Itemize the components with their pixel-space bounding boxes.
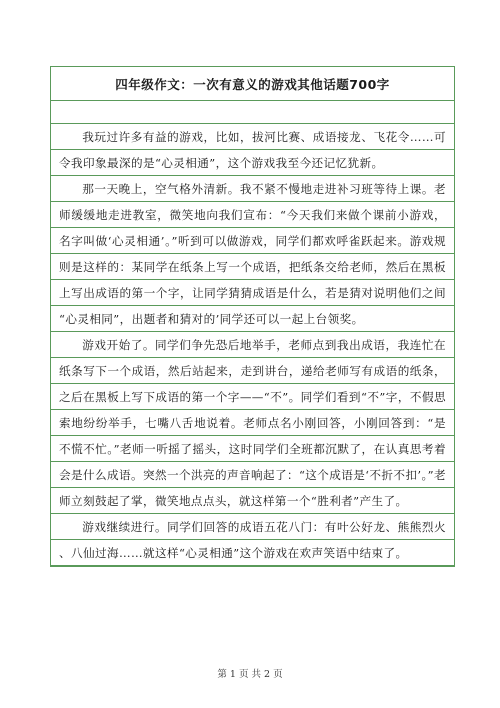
composition-body	[51, 124, 454, 566]
page-number-footer: 第 1 页 共 2 页	[217, 669, 283, 680]
composition-sheet	[50, 66, 455, 567]
composition-title: 四年级作文：一次有意义的游戏其他话题700字	[51, 67, 454, 101]
paragraph-1: 我玩过许多有益的游戏，比如，拔河比赛、成语接龙、飞花令……可令我印象最深的是“心灵相通”，这个游戏我至今还记忆犹新。	[59, 130, 446, 170]
blank-line	[51, 101, 454, 124]
paragraph-4: 游戏继续进行。同学们回答的成语五花八门：有叶公好龙、熊熊烈火、八仙过海……就这样“心灵相通”这个游戏在欢声笑语中结束了。	[59, 520, 446, 560]
paragraph-2: 那一天晚上，空气格外清新。我不紧不慢地走进补习班等待上课。老师缓缓地走进教室，微笑地向我们宣布：“今天我们来做个课前小游戏，名字叫做‘心灵相通’。”听到可以做游戏，同学们都欢呼雀跃起来。游戏规则是这样的：某同学在纸条上写一个成语，把纸条交给老师，然后在黑板上写出成语的第一个字，让同学猜猜成语是什么，若是猜对说明他们之间“心灵相同”，出题者和猜对的’同学还可以一起上台领奖。	[59, 182, 446, 326]
paragraph-3: 游戏开始了。同学们争先恐后地举手，老师点到我出成语，我连忙在纸条写下一个成语，然后站起来，走到讲台，递给老师写有成语的纸条，之后在黑板上写下成语的第一个字——“不”。同学们看到“不”字，不假思索地纷纷举手，七嘴八舌地说着。老师点名小刚回答，小刚回答到：“是不慌不忙。”老师一听摇了摇头，这时同学们全班都沉默了，在认真思考着会是什么成语。突然一个洪亮的声音响起了：“这个成语是‘不折不扣’。”老师立刻鼓起了掌，微笑地点点头，就这样第一个“胜利者”产生了。	[59, 338, 446, 508]
